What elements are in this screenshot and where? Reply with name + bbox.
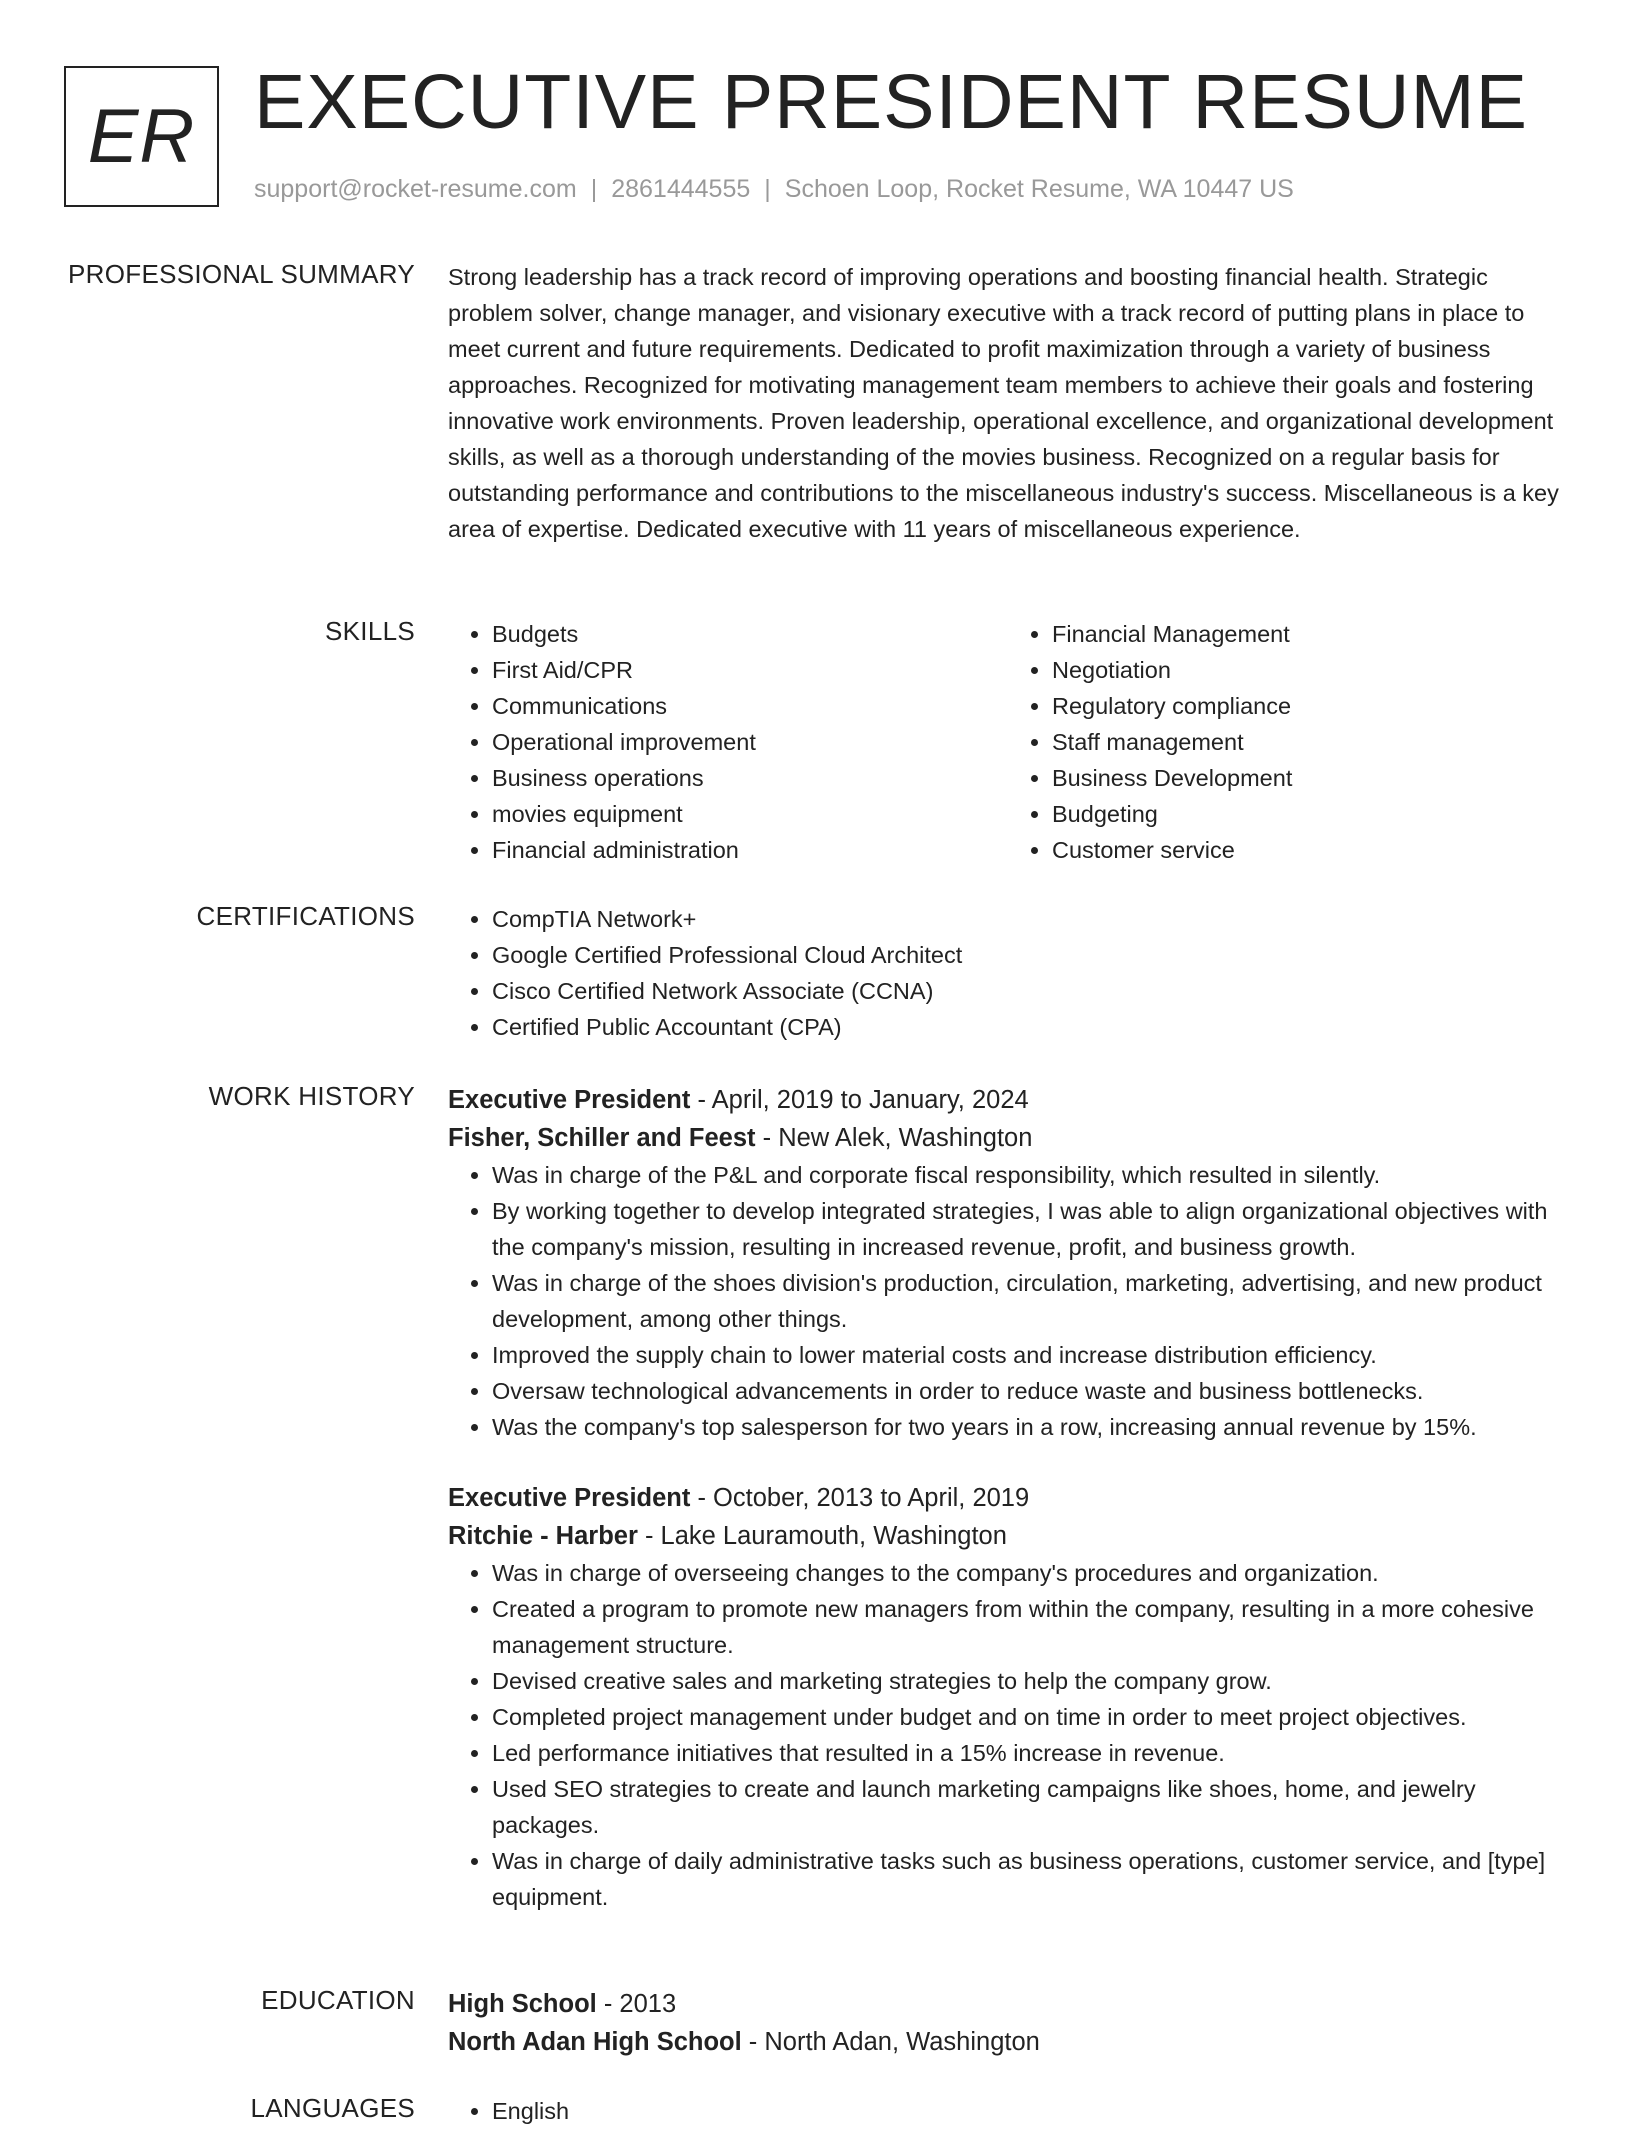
skill-item: • Budgeting: [1052, 796, 1568, 832]
job-bullets: [448, 1157, 1568, 1445]
summary-body: [448, 259, 1568, 547]
education-school-line: [448, 2023, 1568, 2061]
job-bullet-item: • Led performance initiatives that resulted in a 15% increase in revenue.: [492, 1735, 1568, 1771]
job-bullet-item: • Created a program to promote new managers from within the company, resulting in a more cohesive management structure.: [492, 1591, 1568, 1663]
resume-title: EXECUTIVE PRESIDENT RESUME: [254, 59, 1528, 145]
certification-item: • Google Certified Professional Cloud Architect: [492, 937, 1568, 973]
job-bullet-item: • Oversaw technological advancements in order to reduce waste and business bottlenecks.: [492, 1373, 1568, 1409]
contact-separator: |: [590, 175, 598, 203]
certifications-list: [448, 901, 1568, 1045]
job-bullet-item: • Was the company's top salesperson for two years in a row, increasing annual revenue by 15%.: [492, 1409, 1568, 1445]
section-label: CERTIFICATIONS: [196, 901, 415, 931]
languages-list: [448, 2093, 1568, 2129]
skill-item: • First Aid/CPR: [492, 652, 1008, 688]
job-title-line: [448, 1081, 1568, 1119]
skill-item: • Business operations: [492, 760, 1008, 796]
section-label: WORK HISTORY: [208, 1081, 415, 1111]
skills-body: [448, 616, 1568, 868]
skill-item: • Budgets: [492, 616, 1008, 652]
language-item: • English: [492, 2093, 1568, 2129]
section-label: LANGUAGES: [250, 2093, 415, 2123]
skill-item: • Staff management: [1052, 724, 1568, 760]
skill-item: • Negotiation: [1052, 652, 1568, 688]
job-location: - Lake Lauramouth, Washington: [637, 1522, 1007, 1550]
languages-body: [448, 2093, 1568, 2129]
education-year: - 2013: [596, 1990, 677, 2018]
contact-address: Schoen Loop, Rocket Resume, WA 10447 US: [784, 175, 1294, 203]
certification-item: • Cisco Certified Network Associate (CCNA): [492, 973, 1568, 1009]
resume-header: [64, 59, 1564, 216]
contact-email: support@rocket-resume.com: [254, 175, 577, 203]
skills-column-1: [448, 616, 1008, 868]
job-company: Ritchie - Harber: [448, 1522, 638, 1550]
job-title: Executive President: [448, 1484, 691, 1512]
skill-item: • Business Development: [1052, 760, 1568, 796]
education-degree: High School: [448, 1990, 597, 2018]
contact-line: [254, 175, 1294, 204]
certification-item: • Certified Public Accountant (CPA): [492, 1009, 1568, 1045]
skill-item: • Financial Management: [1052, 616, 1568, 652]
job-company: Fisher, Schiller and Feest: [448, 1124, 756, 1152]
job-org-line: [448, 1119, 1568, 1157]
skill-item: • movies equipment: [492, 796, 1008, 832]
job-entry: [448, 1081, 1568, 1445]
work-history-body: [448, 1081, 1568, 1915]
job-title-line: [448, 1479, 1568, 1517]
skill-item: • Customer service: [1052, 832, 1568, 868]
education-location: - North Adan, Washington: [741, 2028, 1040, 2056]
skill-item: • Operational improvement: [492, 724, 1008, 760]
job-bullet-item: • Completed project management under budget and on time in order to meet project objectives.: [492, 1699, 1568, 1735]
skill-item: • Communications: [492, 688, 1008, 724]
job-bullet-item: • Was in charge of daily administrative tasks such as business operations, customer service, and [type] equipment.: [492, 1843, 1568, 1915]
job-bullets: [448, 1555, 1568, 1915]
contact-separator: |: [764, 175, 771, 203]
job-entry: [448, 1479, 1568, 1915]
education-degree-line: [448, 1985, 1568, 2023]
job-bullet-item: • Devised creative sales and marketing strategies to help the company grow.: [492, 1663, 1568, 1699]
education-school: North Adan High School: [448, 2028, 742, 2056]
job-bullet-item: • Improved the supply chain to lower material costs and increase distribution efficiency.: [492, 1337, 1568, 1373]
job-location: - New Alek, Washington: [755, 1124, 1033, 1152]
certifications-body: [448, 901, 1568, 1045]
job-bullet-item: • By working together to develop integrated strategies, I was able to align organizational objectives with the company's mission, resulting in increased revenue, profit, and business growth.: [492, 1193, 1568, 1265]
monogram-logo: ER: [64, 66, 219, 207]
contact-phone: 2861444555: [611, 175, 751, 203]
job-bullet-item: • Was in charge of the shoes division's production, circulation, marketing, advertising, and new product development, among other things.: [492, 1265, 1568, 1337]
job-bullet-item: • Was in charge of the P&L and corporate fiscal responsibility, which resulted in silently.: [492, 1157, 1568, 1193]
job-dates: - October, 2013 to April, 2019: [690, 1484, 1030, 1512]
skill-item: • Financial administration: [492, 832, 1008, 868]
section-label: SKILLS: [325, 616, 415, 646]
summary-text: Strong leadership has a track record of improving operations and boosting financial health. Strategic problem solver, change manager, and visionary executive with a track record of putting plans in place to meet current and future requirements. Dedicated to profit maximization through a variety of business approaches. Recognized for motivating management team members to achieve their goals and fostering innovative work environments. Proven leadership, operational excellence, and organizational development skills, as well as a thorough understanding of the movies business. Recognized on a regular basis for outstanding performance and contributions to the miscellaneous industry's success. Miscellaneous is a key area of expertise. Dedicated executive with 11 years of miscellaneous experience.: [448, 264, 1559, 542]
certification-item: • CompTIA Network+: [492, 901, 1568, 937]
skill-item: • Regulatory compliance: [1052, 688, 1568, 724]
section-label: PROFESSIONAL SUMMARY: [68, 259, 415, 289]
skills-column-2: [1008, 616, 1568, 868]
section-label: EDUCATION: [261, 1985, 415, 2015]
job-dates: - April, 2019 to January, 2024: [690, 1086, 1029, 1114]
job-org-line: [448, 1517, 1568, 1555]
job-bullet-item: • Was in charge of overseeing changes to the company's procedures and organization.: [492, 1555, 1568, 1591]
education-body: [448, 1985, 1568, 2061]
job-bullet-item: • Used SEO strategies to create and launch marketing campaigns like shoes, home, and jewelry packages.: [492, 1771, 1568, 1843]
job-title: Executive President: [448, 1086, 691, 1114]
